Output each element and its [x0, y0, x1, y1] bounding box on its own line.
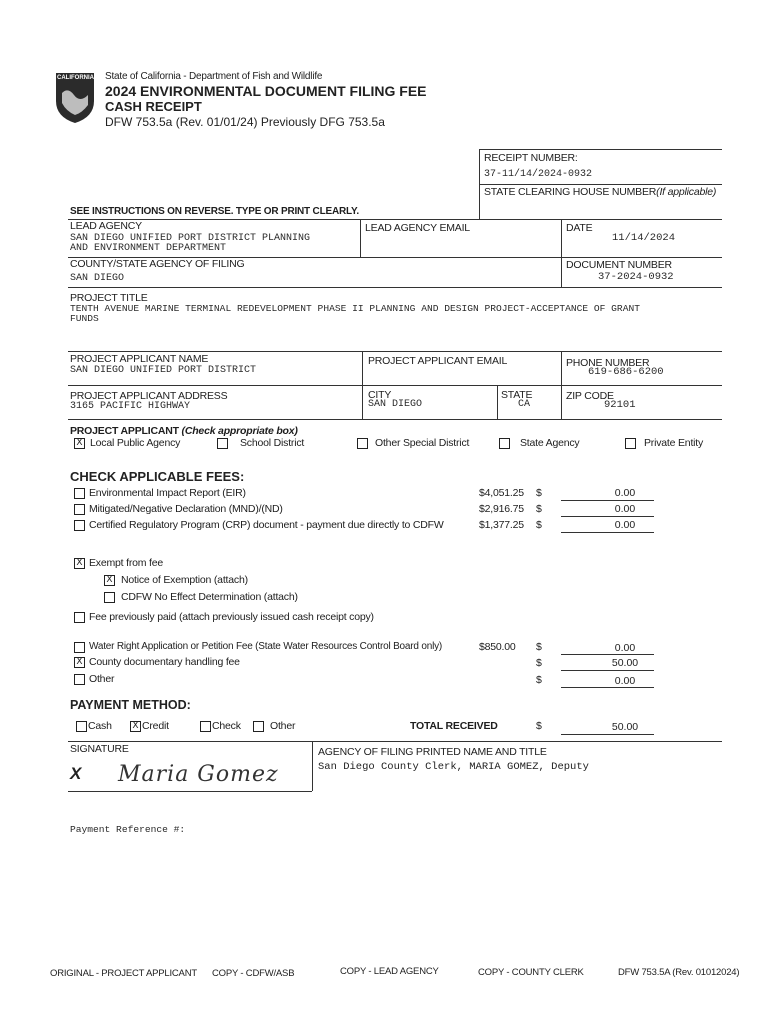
prev-paid-checkbox[interactable] [74, 612, 85, 623]
noe-checkbox[interactable]: X [104, 575, 115, 586]
state-agency-label: State Agency [520, 437, 580, 449]
county-fee-amount: 50.00 [611, 657, 639, 669]
doc-number-label: DOCUMENT NUMBER [566, 259, 672, 271]
eir-fee: $4,051.25 [479, 487, 524, 499]
water-label: Water Right Application or Petition Fee (State Water Resources Control Board only) [89, 641, 443, 652]
other-fee-label: Other [89, 673, 115, 685]
applicant-type-label: PROJECT APPLICANT (Check appropriate box) [70, 425, 298, 437]
agency-line: State of California - Department of Fish and Wildlife [105, 71, 323, 82]
private-entity-label: Private Entity [644, 437, 704, 449]
project-title-label: PROJECT TITLE [70, 292, 148, 304]
total-dollar: $ [536, 720, 542, 732]
cdfw-label: CDFW No Effect Determination (attach) [121, 591, 298, 603]
water-amount: 0.00 [614, 642, 636, 654]
county-value: SAN DIEGO [70, 273, 125, 284]
credit-label: Credit [142, 720, 169, 732]
mnd-amount: 0.00 [614, 503, 636, 515]
lead-agency-label: LEAD AGENCY [70, 220, 142, 232]
exempt-label: Exempt from fee [89, 557, 164, 569]
crp-checkbox[interactable] [74, 520, 85, 531]
total-label: TOTAL RECEIVED [410, 720, 498, 732]
county-label: COUNTY/STATE AGENCY OF FILING [70, 258, 245, 270]
other-fee-amount: 0.00 [614, 675, 636, 687]
city-value: SAN DIEGO [368, 399, 423, 410]
other-payment-label: Other [270, 720, 296, 732]
payment-heading: PAYMENT METHOD: [70, 698, 191, 712]
eir-checkbox[interactable] [74, 488, 85, 499]
cash-checkbox[interactable] [76, 721, 87, 732]
mnd-fee: $2,916.75 [479, 503, 524, 515]
crp-amount: 0.00 [614, 519, 636, 531]
private-entity-checkbox[interactable] [625, 438, 636, 449]
applicant-address-label: PROJECT APPLICANT ADDRESS [70, 390, 228, 402]
receipt-number-label: RECEIPT NUMBER: [484, 152, 578, 164]
applicant-name-label: PROJECT APPLICANT NAME [70, 353, 209, 365]
state-agency-checkbox[interactable] [499, 438, 510, 449]
signature-x: X [70, 764, 82, 783]
check-checkbox[interactable] [200, 721, 211, 732]
school-district-label: School District [240, 437, 305, 449]
fees-heading: CHECK APPLICABLE FEES: [70, 469, 245, 484]
eir-dollar: $ [536, 487, 542, 499]
check-label: Check [212, 720, 241, 732]
lead-email-label: LEAD AGENCY EMAIL [365, 222, 470, 234]
footer-copy-applicant: ORIGINAL - PROJECT APPLICANT [50, 968, 197, 979]
county-fee-checkbox[interactable]: X [74, 657, 85, 668]
lead-agency-line1: SAN DIEGO UNIFIED PORT DISTRICT PLANNING [70, 233, 311, 244]
water-fee: $850.00 [479, 641, 516, 653]
zip-value: 92101 [604, 399, 636, 411]
mnd-dollar: $ [536, 503, 542, 515]
payment-reference: Payment Reference #: [70, 824, 186, 835]
mnd-checkbox[interactable] [74, 504, 85, 515]
doc-number: 37-2024-0932 [598, 271, 674, 283]
prev-paid-label: Fee previously paid (attach previously issued cash receipt copy) [89, 611, 374, 623]
local-agency-label: Local Public Agency [90, 437, 181, 449]
county-fee-label: County documentary handling fee [89, 656, 240, 668]
receipt-number: 37-11/14/2024-0932 [484, 169, 593, 180]
clearing-house-label: STATE CLEARING HOUSE NUMBER(If applicable) [484, 186, 717, 198]
other-payment-checkbox[interactable] [253, 721, 264, 732]
school-district-checkbox[interactable] [217, 438, 228, 449]
agency-filing-label: AGENCY OF FILING PRINTED NAME AND TITLE [318, 746, 547, 758]
phone-label: PHONE NUMBER [566, 357, 650, 369]
project-title-line2: FUNDS [70, 313, 99, 324]
credit-checkbox[interactable]: X [130, 721, 141, 732]
special-district-label: Other Special District [375, 437, 470, 449]
agency-filing-value: San Diego County Clerk, MARIA GOMEZ, Deputy [318, 761, 589, 773]
mnd-label: Mitigated/Negative Declaration (MND)/(ND) [89, 503, 283, 515]
other-fee-dollar: $ [536, 674, 542, 686]
footer-copy-lead: COPY - LEAD AGENCY [340, 966, 439, 977]
state-value: CA [518, 399, 531, 410]
form-title: 2024 ENVIRONMENTAL DOCUMENT FILING FEE [105, 83, 427, 99]
footer-copy-county: COPY - COUNTY CLERK [478, 967, 584, 978]
county-fee-dollar: $ [536, 657, 542, 669]
water-checkbox[interactable] [74, 642, 85, 653]
state-seal [54, 71, 96, 125]
water-dollar: $ [536, 641, 542, 653]
other-fee-checkbox[interactable] [74, 674, 85, 685]
zip-label: ZIP CODE [566, 390, 614, 402]
signature-label: SIGNATURE [70, 743, 129, 755]
seal-text: CALIFORNIA [57, 75, 94, 81]
cash-label: Cash [88, 720, 112, 732]
eir-amount: 0.00 [614, 487, 636, 499]
state-label: STATE [501, 389, 533, 401]
special-district-checkbox[interactable] [357, 438, 368, 449]
city-label: CITY [368, 389, 392, 401]
date-label: DATE [566, 222, 593, 234]
instructions: SEE INSTRUCTIONS ON REVERSE. TYPE OR PRINT CLEARLY. [70, 206, 359, 217]
crp-fee: $1,377.25 [479, 519, 524, 531]
applicant-email-label: PROJECT APPLICANT EMAIL [368, 355, 508, 367]
noe-label: Notice of Exemption (attach) [121, 574, 248, 586]
form-id: DFW 753.5a (Rev. 01/01/24) Previously DFG 753.5a [105, 115, 385, 129]
local-agency-checkbox[interactable]: X [74, 438, 85, 449]
footer-form-ref: DFW 753.5A (Rev. 01012024) [618, 967, 740, 978]
crp-dollar: $ [536, 519, 542, 531]
form-subtitle: CASH RECEIPT [105, 99, 202, 114]
signature: Maria Gomez [118, 762, 279, 787]
project-title-line1: TENTH AVENUE MARINE TERMINAL REDEVELOPMENT PHASE II PLANNING AND DESIGN PROJECT-ACCEPTANCE OF GRANT [70, 303, 640, 314]
phone-value: 619-686-6200 [588, 366, 664, 378]
applicant-name: SAN DIEGO UNIFIED PORT DISTRICT [70, 365, 257, 376]
crp-label: Certified Regulatory Program (CRP) document - payment due directly to CDFW [89, 519, 444, 531]
exempt-checkbox[interactable]: X [74, 558, 85, 569]
date-value: 11/14/2024 [612, 232, 676, 244]
footer-copy-cdfw: COPY - CDFW/ASB [212, 968, 295, 979]
applicant-address: 3165 PACIFIC HIGHWAY [70, 401, 191, 412]
lead-agency-line2: AND ENVIRONMENT DEPARTMENT [70, 243, 227, 254]
eir-label: Environmental Impact Report (EIR) [89, 487, 246, 499]
total-amount: 50.00 [611, 721, 639, 733]
cdfw-checkbox[interactable] [104, 592, 115, 603]
